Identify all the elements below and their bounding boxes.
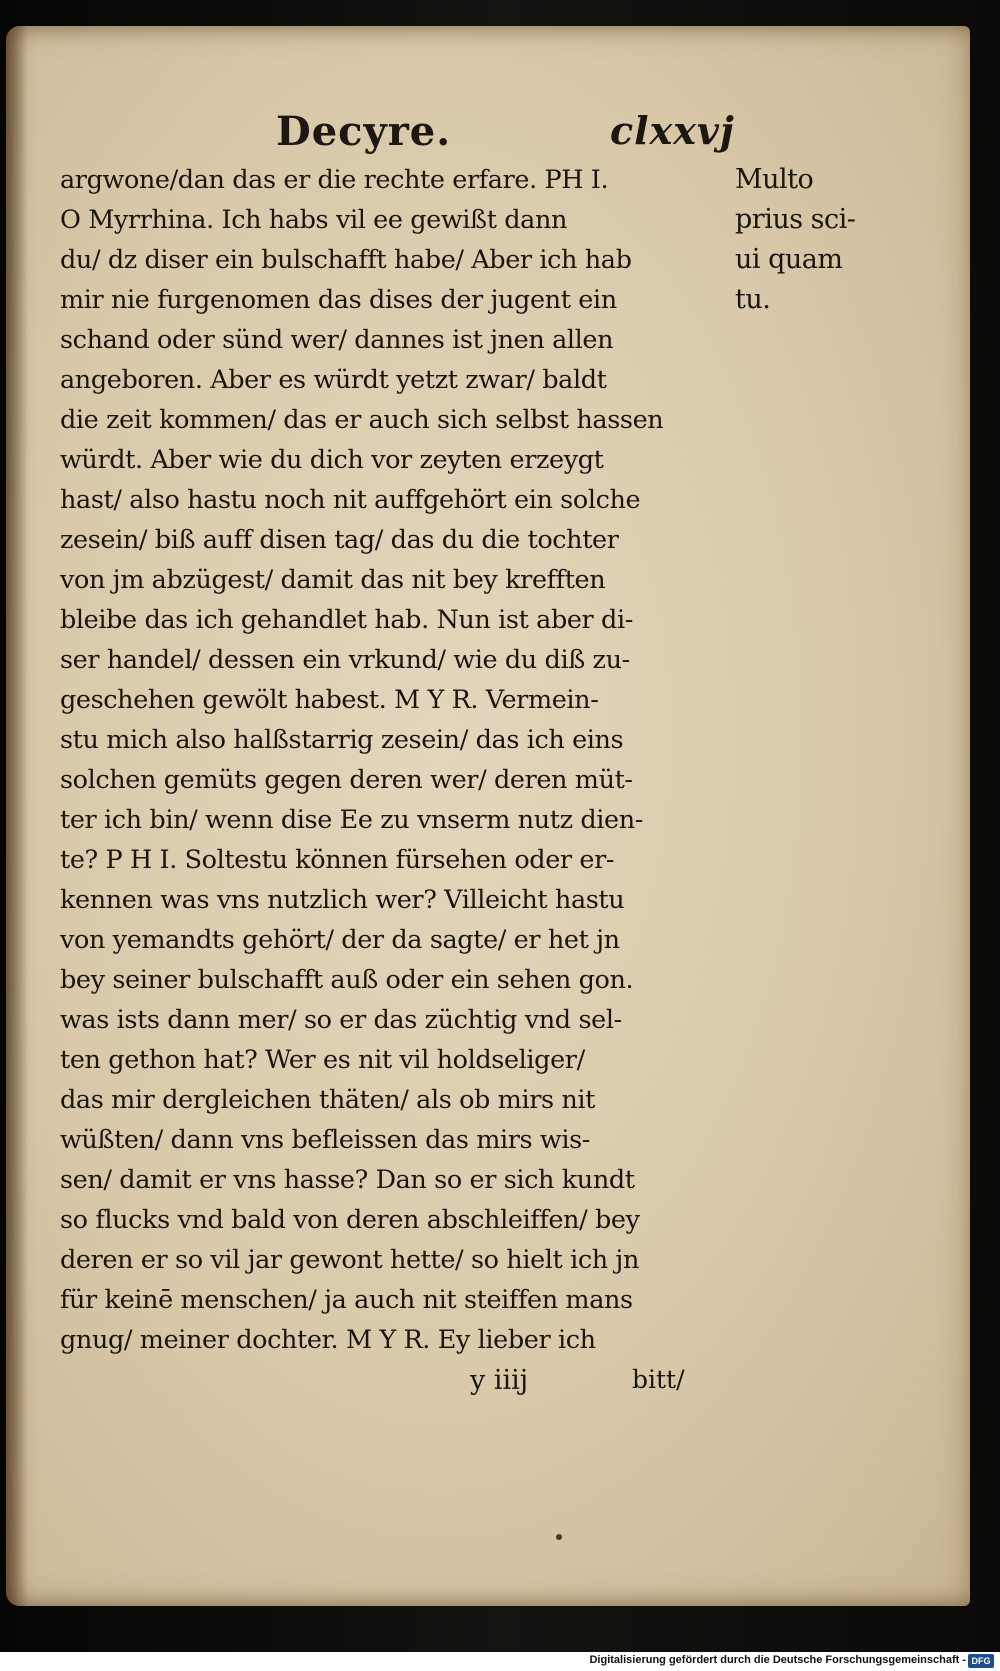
body-text-block	[60, 160, 732, 1360]
text-line: te? P H I. Soltestu können fürsehen oder er-	[60, 845, 615, 875]
text-line: schand oder sünd wer/ dannes ist jnen allen	[60, 325, 614, 355]
text-line: O Myrrhina. Ich habs vil ee gewißt dann	[60, 205, 568, 235]
text-line: wüßten/ dann vns befleissen das mirs wis-	[60, 1125, 591, 1155]
signature-mark: y iiij	[470, 1365, 529, 1396]
text-line: hast/ also hastu noch nit auffgehört ein solche	[60, 485, 641, 515]
text-line: deren er so vil jar gewont hette/ so hielt ich jn	[60, 1245, 639, 1275]
text-line: würdt. Aber wie du dich vor zeyten erzeygt	[60, 445, 604, 475]
text-line: kennen was vns nutzlich wer? Villeicht hastu	[60, 885, 625, 915]
text-line: von yemandts gehört/ der da sagte/ er het jn	[60, 925, 620, 955]
gloss-line: tu.	[735, 284, 771, 315]
text-line: ter ich bin/ wenn dise Ee zu vnserm nutz dien-	[60, 805, 643, 835]
text-line: solchen gemüts gegen deren wer/ deren müt-	[60, 765, 633, 795]
text-line: angeboren. Aber es würdt yetzt zwar/ baldt	[60, 365, 607, 395]
text-line: argwone/dan das er die rechte erfare. PH I.	[60, 165, 609, 195]
page-spine-shadow	[6, 26, 28, 1606]
dfg-logo: DFG	[968, 1654, 994, 1668]
text-line: ten gethon hat? Wer es nit vil holdseliger/	[60, 1045, 585, 1075]
gloss-line: Multo	[735, 164, 814, 195]
text-line: du/ dz diser ein bulschafft habe/ Aber ich hab	[60, 245, 632, 275]
catchword: bitt/	[632, 1365, 685, 1394]
marginal-gloss	[735, 160, 875, 320]
text-line: stu mich also halßstarrig zesein/ das ich eins	[60, 725, 624, 755]
gloss-line: ui quam	[735, 244, 843, 275]
text-line: geschehen gewölt habest. M Y R. Vermein-	[60, 685, 599, 715]
ink-spot	[556, 1534, 562, 1540]
running-head-title: Decyre.	[276, 108, 452, 155]
text-line: mir nie furgenomen das dises der jugent ein	[60, 285, 617, 315]
text-line: was ists dann mer/ so er das züchtig vnd sel-	[60, 1005, 622, 1035]
text-line: gnug/ meiner dochter. M Y R. Ey lieber ich	[60, 1325, 596, 1355]
digitization-credit: Digitalisierung gefördert durch die Deutsche Forschungsgemeinschaft -	[589, 1654, 966, 1666]
text-line: ser handel/ dessen ein vrkund/ wie du diß zu-	[60, 645, 630, 675]
text-line: zesein/ biß auff disen tag/ das du die tochter	[60, 525, 619, 555]
text-line: bey seiner bulschafft auß oder ein sehen gon.	[60, 965, 634, 995]
text-line: bleibe das ich gehandlet hab. Nun ist aber di-	[60, 605, 633, 635]
text-line: das mir dergleichen thäten/ als ob mirs nit	[60, 1085, 596, 1115]
text-line: so flucks vnd bald von deren abschleiffen/ bey	[60, 1205, 640, 1235]
text-line: von jm abzügest/ damit das nit bey krefften	[60, 565, 606, 595]
text-line: sen/ damit er vns hasse? Dan so er sich kundt	[60, 1165, 635, 1195]
text-line: für keinē menschen/ ja auch nit steiffen mans	[60, 1285, 633, 1315]
text-line: die zeit kommen/ das er auch sich selbst hassen	[60, 405, 664, 435]
folio-number: clxxvj	[610, 108, 735, 153]
gloss-line: prius sci-	[735, 204, 856, 235]
